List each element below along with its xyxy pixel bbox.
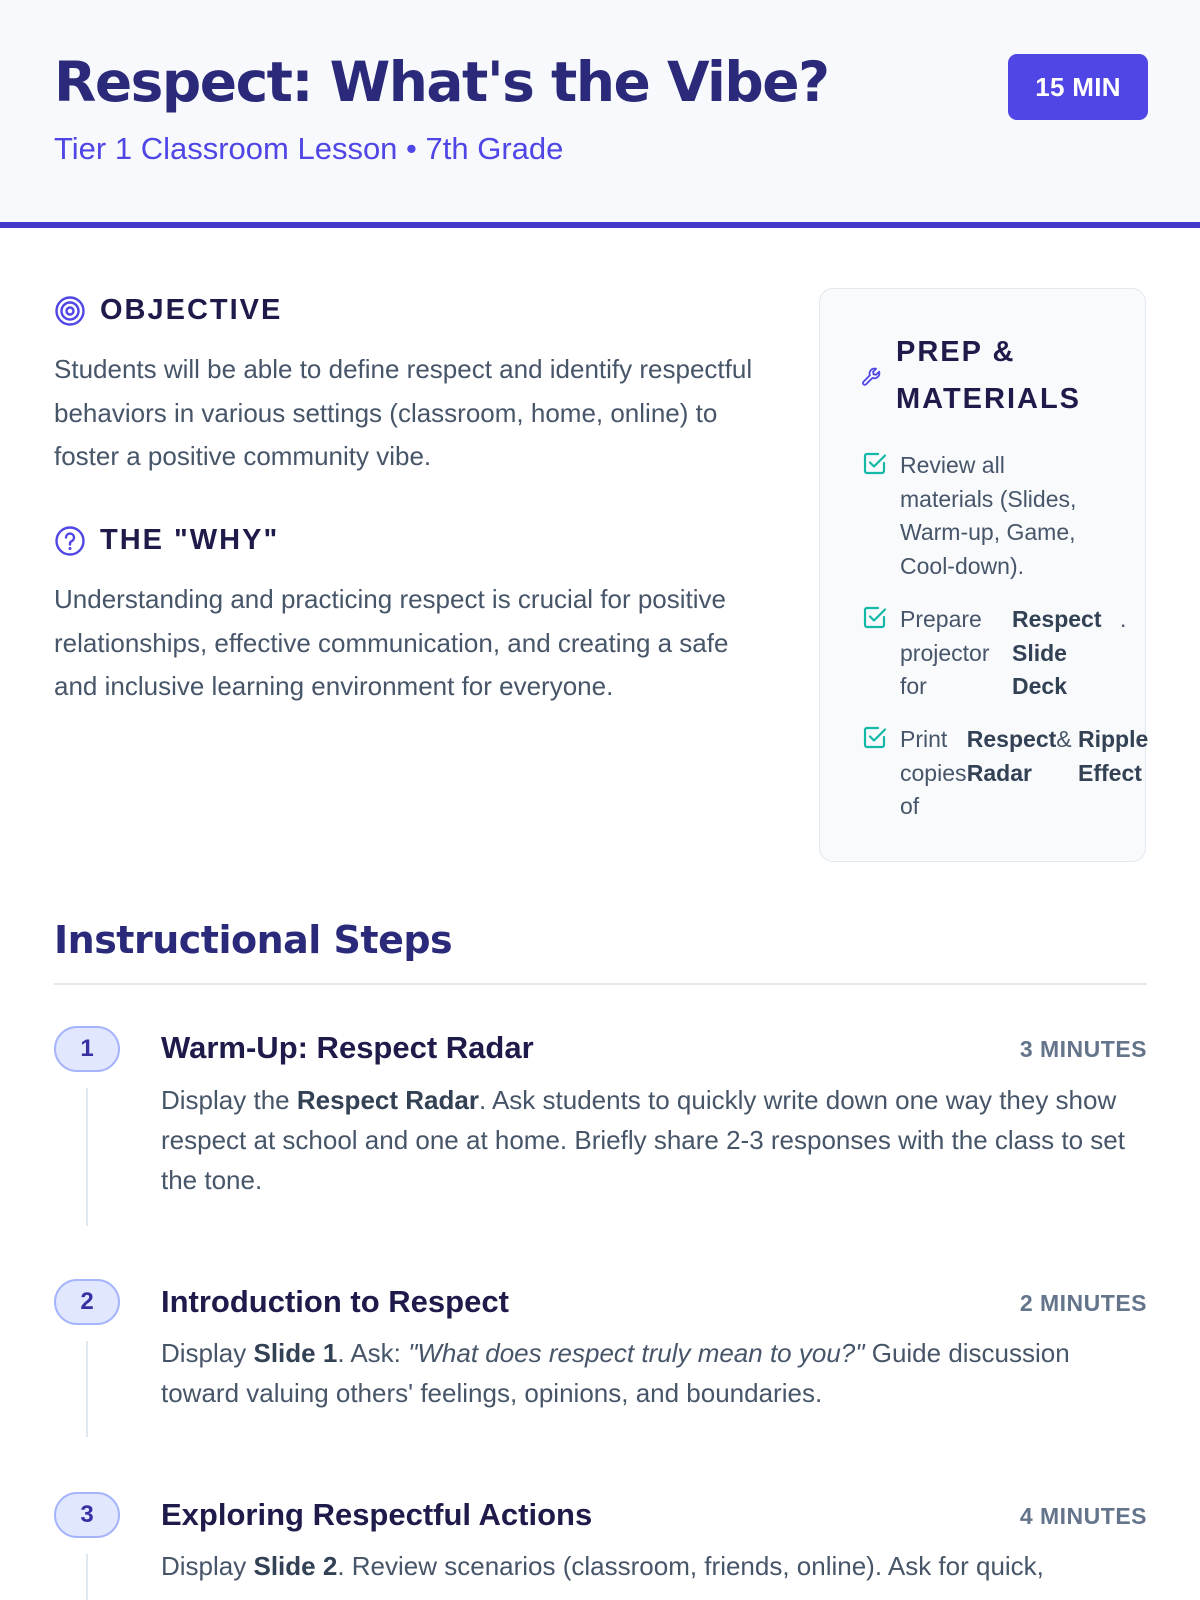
lesson-header: [0, 0, 1200, 228]
why-label: THE "WHY": [100, 524, 280, 556]
step-description: Display Slide 1. Ask: "What does respect truly mean to you?" Guide discussion toward valuing others' feelings, opinions, and boundaries.: [161, 1338, 1070, 1408]
target-icon: [54, 295, 86, 327]
why-heading: [54, 524, 279, 557]
step-number: 3: [54, 1492, 120, 1538]
prep-item-bold: Ripple Effect: [1078, 726, 1149, 786]
prep-item-text: Review all materials (Slides, Warm-up, Game, Cool-down).: [900, 452, 1077, 579]
objective-heading: [54, 294, 282, 327]
step-duration: 3 MINUTES: [1019, 1036, 1147, 1062]
prep-item-text: Print copies of: [900, 726, 967, 819]
page-subtitle: Tier 1 Classroom Lesson • 7th Grade: [54, 131, 564, 166]
step-connector: [86, 1088, 88, 1226]
page-title: Respect: What's the Vibe?: [54, 50, 829, 114]
step-description: Display Slide 2. Review scenarios (classroom, friends, online). Ask for quick,: [161, 1551, 1044, 1581]
step-title: Introduction to Respect: [161, 1284, 509, 1319]
prep-materials-card: [819, 288, 1149, 862]
objective-text: Students will be able to define respect and identify respectful behaviors in various settings (classroom, home, online) to foster a positive community vibe.: [54, 354, 753, 471]
step-number: 2: [54, 1279, 120, 1325]
step-title: Warm-Up: Respect Radar: [161, 1030, 534, 1065]
checkbox-checked-icon: [862, 605, 888, 631]
duration-badge: 15 MIN: [1008, 54, 1148, 120]
prep-item-text: &: [1056, 726, 1072, 752]
step-description: Display the Respect Radar. Ask students to quickly write down one way they show respect at school and one at home. Briefly share 2-3 responses with the class to set the tone.: [161, 1085, 1125, 1195]
prep-heading: [860, 329, 1096, 423]
prep-heading-line2: MATERIALS: [896, 383, 1082, 415]
prep-item-bold: Respect Radar: [966, 726, 1057, 786]
objective-label: OBJECTIVE: [100, 294, 283, 326]
step-connector: [86, 1341, 88, 1437]
question-circle-icon: [54, 525, 86, 557]
section-divider: [54, 983, 1147, 985]
prep-item-bold: Respect Slide Deck: [1012, 606, 1102, 699]
prep-item-text: Prepare projector for: [900, 606, 990, 699]
step-duration: 2 MINUTES: [1019, 1290, 1147, 1316]
step-number: 1: [54, 1026, 120, 1072]
prep-item-text: .: [1120, 606, 1127, 632]
prep-heading-line1: PREP &: [896, 336, 1016, 368]
step-title: Exploring Respectful Actions: [161, 1497, 593, 1532]
wrench-icon: [860, 365, 884, 389]
why-text: Understanding and practicing respect is crucial for positive relationships, effective communication, and creating a safe and inclusive learning environment for everyone.: [54, 584, 729, 701]
prep-item: [862, 603, 1140, 704]
step-duration: 4 MINUTES: [1019, 1503, 1147, 1529]
steps-section-title: Instructional Steps: [54, 918, 453, 962]
prep-item: [862, 723, 1149, 824]
step-connector: [86, 1554, 88, 1600]
checkbox-checked-icon: [862, 725, 888, 751]
prep-item: [862, 449, 1100, 583]
checkbox-checked-icon: [862, 451, 888, 477]
